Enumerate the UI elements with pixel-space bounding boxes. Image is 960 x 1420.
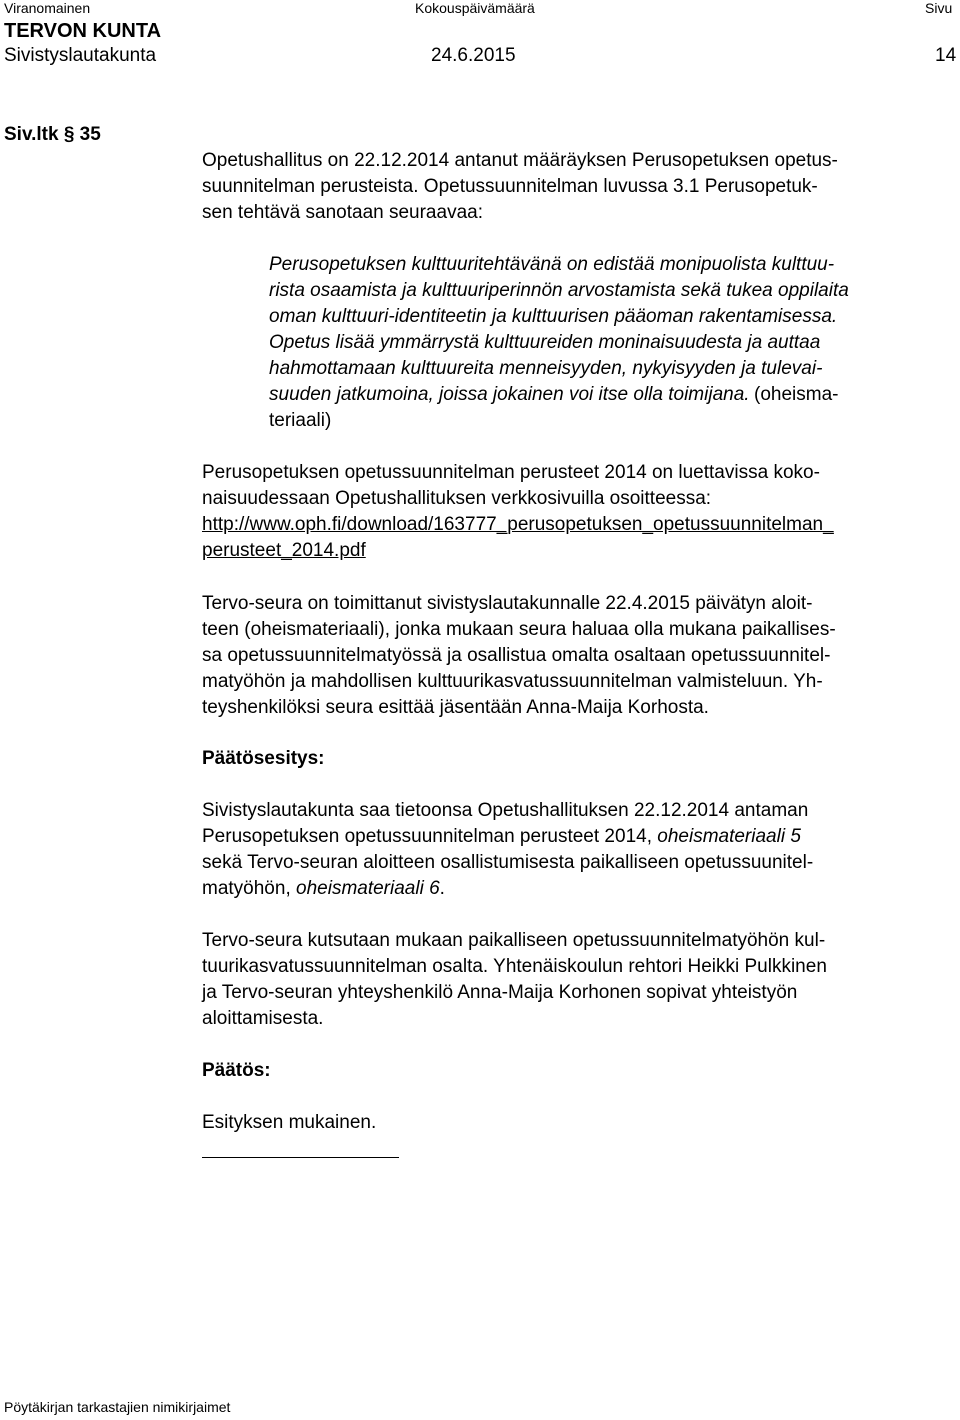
proposal-heading: Päätösesitys: xyxy=(202,748,325,769)
tervo-line: Tervo-seura on toimittanut sivistyslautakunnalle 22.4.2015 päivätyn aloit- xyxy=(202,593,813,614)
intro-line: suunnitelman perusteista. Opetussuunnitelman luvussa 3.1 Perusopetuk- xyxy=(202,176,818,197)
quote-note-part-2: teriaali) xyxy=(269,410,332,431)
curriculum-paragraph xyxy=(202,460,834,564)
quote-line: rista osaamista ja kulttuuriperinnön arvostamista sekä tukea oppilaita xyxy=(269,280,849,301)
section-id: Siv.ltk § 35 xyxy=(4,124,101,145)
curriculum-pdf-link[interactable]: http://www.oph.fi/download/163777_perusopetuksen_opetussuunnitelman_ xyxy=(202,514,834,535)
proposal-line-text: matyöhön, xyxy=(202,878,291,899)
quote-line: oman kulttuuri-identiteetin ja kulttuurisen pääoman rakentamisessa. xyxy=(269,306,838,327)
header-label-meeting-date: Kokouspäivämäärä xyxy=(415,0,535,16)
proposal-line: sekä Tervo-seuran aloitteen osallistumisesta paikalliseen opetussuunitel- xyxy=(202,852,814,873)
board-name: Sivistyslautakunta xyxy=(4,45,157,66)
proposal-line: aloittamisesta. xyxy=(202,1008,324,1029)
end-divider xyxy=(202,1157,399,1158)
curriculum-pdf-link-continued[interactable]: perusteet_2014.pdf xyxy=(202,540,366,561)
decision-heading: Päätös: xyxy=(202,1060,271,1081)
proposal-line: tuurikasvatussuunnitelman osalta. Yhtenäiskoulun rehtori Heikki Pulkkinen xyxy=(202,956,827,977)
tervo-seura-paragraph xyxy=(202,591,836,721)
header-label-page: Sivu xyxy=(925,0,953,16)
intro-line: Opetushallitus on 22.12.2014 antanut määräyksen Perusopetuksen opetus- xyxy=(202,150,838,171)
curriculum-line: Perusopetuksen opetussuunnitelman perusteet 2014 on luettavissa koko- xyxy=(202,462,820,483)
quote-line: Perusopetuksen kulttuuritehtävänä on edistää monipuolista kulttuu- xyxy=(269,254,835,275)
tervo-line: teyshenkilöksi seura esittää jäsentään Anna-Maija Korhosta. xyxy=(202,697,709,718)
footer-signature-label: Pöytäkirjan tarkastajien nimikirjaimet xyxy=(4,1399,231,1415)
quote-line: hahmottamaan kulttuureita menneisyyden, nykyisyyden ja tulevai- xyxy=(269,358,823,379)
attachment-reference: oheismateriaali 5 xyxy=(657,826,801,847)
proposal-line: Sivistyslautakunta saa tietoonsa Opetushallituksen 22.12.2014 antaman xyxy=(202,800,809,821)
proposal-paragraph-2 xyxy=(202,928,827,1032)
proposal-line-text: Perusopetuksen opetussuunnitelman perusteet 2014, xyxy=(202,826,652,847)
intro-line: sen tehtävä sanotaan seuraavaa: xyxy=(202,202,483,223)
tervo-line: matyöhön ja mahdollisen kulttuurikasvatussuunnitelman valmisteluun. Yh- xyxy=(202,671,823,692)
proposal-line xyxy=(202,824,813,850)
page-number: 14 xyxy=(935,45,957,66)
municipality-name: TERVON KUNTA xyxy=(4,20,162,42)
intro-paragraph xyxy=(202,148,838,226)
tervo-line: teen (oheismateriaali), jonka mukaan seura haluaa olla mukana paikallises- xyxy=(202,619,836,640)
quote-note-part-1: (oheisma- xyxy=(754,384,839,405)
curriculum-line: naisuudessaan Opetushallituksen verkkosivuilla osoitteessa: xyxy=(202,488,712,509)
proposal-line xyxy=(202,876,813,902)
proposal-line: Tervo-seura kutsutaan mukaan paikalliseen opetussuunnitelmatyöhön kul- xyxy=(202,930,826,951)
quote-line: Opetus lisää ymmärrystä kulttuureiden moninaisuudesta ja auttaa xyxy=(269,332,821,353)
proposal-paragraph-1 xyxy=(202,798,813,902)
proposal-line-end: . xyxy=(439,878,445,899)
header-label-document-type: Viranomainen xyxy=(4,0,91,16)
decision-text: Esityksen mukainen. xyxy=(202,1112,377,1133)
proposal-line: ja Tervo-seuran yhteyshenkilö Anna-Maija Korhonen sopivat yhteistyön xyxy=(202,982,798,1003)
meeting-date: 24.6.2015 xyxy=(431,45,516,66)
quote-last-line xyxy=(269,382,849,408)
quote-line: suuden jatkumoina, joissa jokainen voi itse olla toimijana. xyxy=(269,384,750,405)
attachment-reference: oheismateriaali 6 xyxy=(296,878,440,899)
tervo-line: sa opetussuunnitelmatyössä ja osallistua omalta osaltaan opetussuunnitel- xyxy=(202,645,831,666)
curriculum-quote xyxy=(269,252,849,434)
